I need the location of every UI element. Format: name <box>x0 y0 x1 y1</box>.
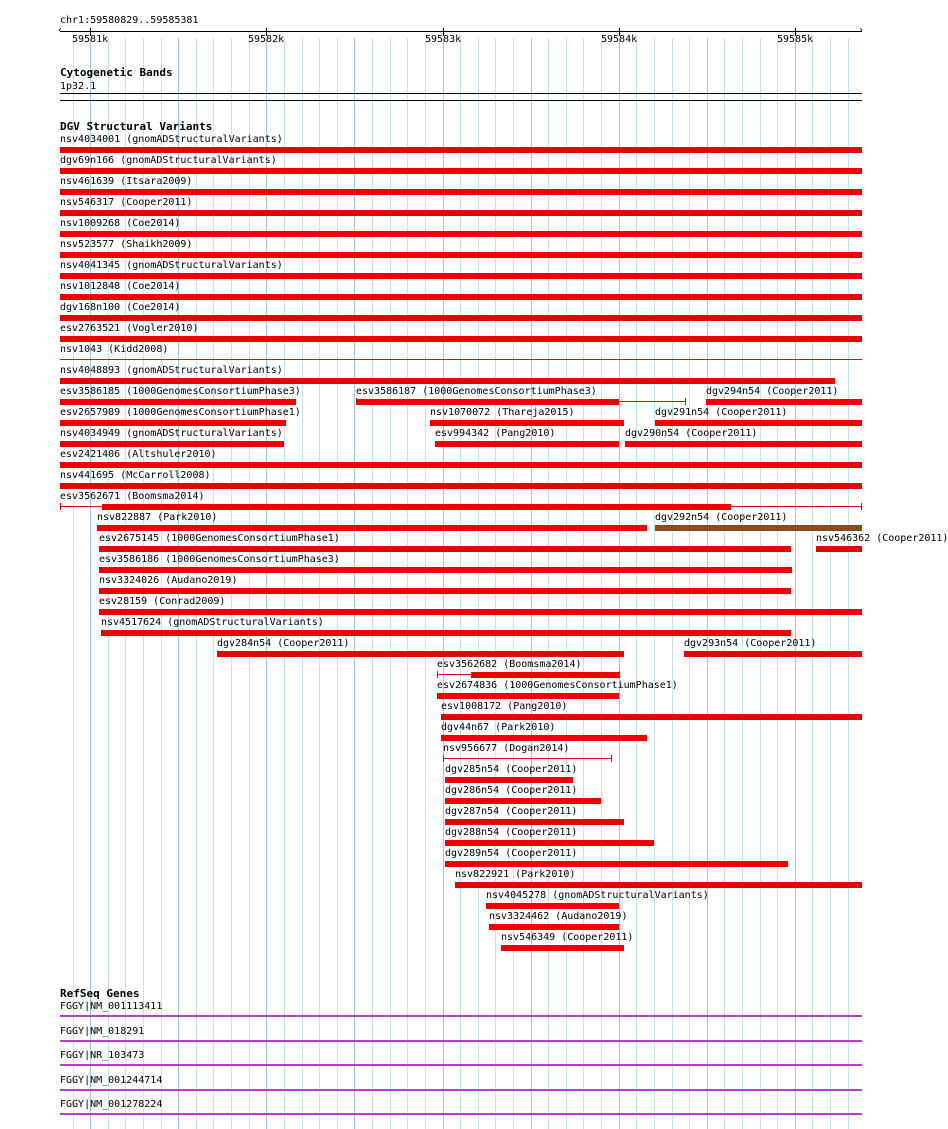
dgv-feature-whisker <box>443 758 612 759</box>
dgv-feature-bar <box>60 231 862 237</box>
locus-label: chr1:59580829..59585381 <box>60 15 199 26</box>
dgv-feature-label: nsv822887 (Park2010) <box>97 512 218 523</box>
dgv-feature-bar <box>625 441 862 447</box>
dgv-feature-label: nsv546349 (Cooper2011) <box>501 932 634 943</box>
dgv-feature-label: nsv4034949 (gnomADStructuralVariants) <box>60 428 283 439</box>
dgv-feature-label: nsv441695 (McCarroll2008) <box>60 470 211 481</box>
cytoband-line <box>60 93 862 94</box>
dgv-feature-label: nsv4048893 (gnomADStructuralVariants) <box>60 365 283 376</box>
refseq-gene-label: FGGY|NM_018291 <box>60 1026 145 1037</box>
dgv-feature-label: esv2674836 (1000GenomesConsortiumPhase1) <box>437 680 678 691</box>
dgv-feature-bar <box>471 672 619 678</box>
refseq-gene-label: FGGY|NM_001113411 <box>60 1001 163 1012</box>
dgv-feature-whisker-cap <box>437 671 438 678</box>
dgv-feature-bar <box>655 420 862 426</box>
dgv-feature-bar <box>60 462 862 468</box>
dgv-feature-label: dgv69n166 (gnomADStructuralVariants) <box>60 155 277 166</box>
cytoband-track-title: Cytogenetic Bands <box>60 66 173 79</box>
dgv-feature-whisker-cap <box>685 398 686 405</box>
dgv-feature-label: nsv3324026 (Audano2019) <box>99 575 238 586</box>
dgv-feature-label: dgv285n54 (Cooper2011) <box>445 764 578 775</box>
dgv-feature-bar <box>455 882 862 888</box>
dgv-feature-label: nsv461639 (Itsara2009) <box>60 176 193 187</box>
refseq-gene-label: FGGY|NM_001244714 <box>60 1075 163 1086</box>
dgv-feature-bar <box>60 378 835 384</box>
dgv-feature-label: dgv292n54 (Cooper2011) <box>655 512 788 523</box>
dgv-feature-bar <box>102 504 731 510</box>
dgv-feature-whisker-cap <box>619 671 620 678</box>
dgv-feature-bar <box>684 651 862 657</box>
dgv-feature-whisker-cap <box>60 503 61 510</box>
dgv-feature-whisker-cap <box>611 755 612 762</box>
dgv-feature-label: dgv287n54 (Cooper2011) <box>445 806 578 817</box>
dgv-feature-bar <box>60 483 862 489</box>
dgv-feature-label: dgv291n54 (Cooper2011) <box>655 407 788 418</box>
dgv-feature-bar <box>99 609 862 615</box>
dgv-feature-bar <box>60 399 296 405</box>
refseq-gene-intron-line <box>60 1064 862 1066</box>
dgv-feature-bar <box>430 420 624 426</box>
dgv-feature-label: dgv168n100 (Coe2014) <box>60 302 181 313</box>
dgv-feature-bar <box>445 819 624 825</box>
dgv-feature-bar <box>489 924 618 930</box>
dgv-feature-label: dgv290n54 (Cooper2011) <box>625 428 758 439</box>
dgv-feature-label: nsv1043 (Kidd2008) <box>60 344 169 355</box>
dgv-feature-label: nsv822921 (Park2010) <box>455 869 576 880</box>
dgv-feature-bar <box>655 525 862 531</box>
dgv-feature-label: esv2675145 (1000GenomesConsortiumPhase1) <box>99 533 340 544</box>
dgv-feature-bar <box>60 147 862 153</box>
ruler-tick-label: 59582k <box>248 34 285 45</box>
dgv-feature-bar <box>99 567 792 573</box>
dgv-feature-label: dgv44n67 (Park2010) <box>441 722 556 733</box>
dgv-feature-whisker-cap <box>861 503 862 510</box>
dgv-feature-label: nsv3324462 (Audano2019) <box>489 911 628 922</box>
dgv-feature-label: esv3586185 (1000GenomesConsortiumPhase3) <box>60 386 301 397</box>
dgv-feature-bar <box>60 189 862 195</box>
dgv-feature-label: esv28159 (Conrad2009) <box>99 596 226 607</box>
dgv-feature-label: dgv286n54 (Cooper2011) <box>445 785 578 796</box>
dgv-feature-label: esv3586186 (1000GenomesConsortiumPhase3) <box>99 554 340 565</box>
dgv-feature-bar <box>60 294 862 300</box>
dgv-feature-bar <box>60 252 862 258</box>
ruler-tick-label: 59584k <box>601 34 638 45</box>
dgv-feature-whisker-cap <box>443 755 444 762</box>
dgv-feature-label: esv2657989 (1000GenomesConsortiumPhase1) <box>60 407 301 418</box>
dgv-feature-label: nsv1070072 (Thareja2015) <box>430 407 575 418</box>
refseq-gene-label: FGGY|NM_001278224 <box>60 1099 163 1110</box>
dgv-feature-bar <box>60 273 862 279</box>
dgv-feature-bar <box>437 693 618 699</box>
dgv-feature-label: esv994342 (Pang2010) <box>435 428 556 439</box>
dgv-feature-bar <box>60 359 862 360</box>
dgv-feature-bar <box>445 840 654 846</box>
dgv-feature-label: nsv546362 (Cooper2011) <box>816 533 948 544</box>
dgv-feature-bar <box>60 336 862 342</box>
dgv-feature-label: esv3562682 (Boomsma2014) <box>437 659 582 670</box>
refseq-gene-intron-line <box>60 1113 862 1115</box>
dgv-feature-label: nsv1012848 (Coe2014) <box>60 281 181 292</box>
dgv-feature-label: nsv4045278 (gnomADStructuralVariants) <box>486 890 709 901</box>
ruler-tick-label: 59581k <box>72 34 109 45</box>
cytoband-label: 1p32.1 <box>60 81 97 92</box>
ruler-axis <box>60 31 862 32</box>
ruler-tick-label: 59585k <box>777 34 814 45</box>
dgv-feature-label: nsv523577 (Shaikh2009) <box>60 239 193 250</box>
dgv-feature-label: dgv288n54 (Cooper2011) <box>445 827 578 838</box>
dgv-feature-bar <box>60 168 862 174</box>
dgv-feature-bar <box>706 399 862 405</box>
dgv-feature-label: dgv289n54 (Cooper2011) <box>445 848 578 859</box>
dgv-feature-bar <box>60 420 286 426</box>
dgv-feature-label: esv3562671 (Boomsma2014) <box>60 491 205 502</box>
dgv-feature-label: dgv284n54 (Cooper2011) <box>217 638 350 649</box>
dgv-feature-label: nsv4041345 (gnomADStructuralVariants) <box>60 260 283 271</box>
dgv-feature-label: esv1008172 (Pang2010) <box>441 701 568 712</box>
dgv-feature-bar <box>97 525 647 531</box>
dgv-feature-bar <box>60 441 284 447</box>
dgv-feature-bar <box>217 651 624 657</box>
ruler-tick-label: 59583k <box>425 34 462 45</box>
dgv-feature-bar <box>60 315 862 321</box>
dgv-feature-bar <box>486 903 619 909</box>
dgv-feature-bar <box>60 210 862 216</box>
dgv-feature-label: esv2421406 (Altshuler2010) <box>60 449 217 460</box>
dgv-track-title: DGV Structural Variants <box>60 120 213 133</box>
dgv-feature-bar <box>435 441 619 447</box>
dgv-feature-bar <box>441 714 862 720</box>
dgv-feature-bar <box>445 798 601 804</box>
dgv-feature-bar <box>356 399 619 405</box>
refseq-track-title: RefSeq Genes <box>60 987 140 1000</box>
scroll-right-icon[interactable]: › <box>858 25 865 36</box>
dgv-feature-bar <box>101 630 792 636</box>
dgv-feature-label: nsv546317 (Cooper2011) <box>60 197 193 208</box>
dgv-feature-label: esv2763521 (Vogler2010) <box>60 323 199 334</box>
dgv-feature-bar <box>501 945 624 951</box>
dgv-feature-label: nsv4517624 (gnomADStructuralVariants) <box>101 617 324 628</box>
refseq-gene-intron-line <box>60 1089 862 1091</box>
dgv-feature-bar <box>445 861 788 867</box>
dgv-feature-label: dgv293n54 (Cooper2011) <box>684 638 817 649</box>
dgv-feature-label: nsv4034001 (gnomADStructuralVariants) <box>60 134 283 145</box>
dgv-feature-label: nsv1009268 (Coe2014) <box>60 218 181 229</box>
track-separator <box>60 100 862 101</box>
dgv-feature-label: nsv956677 (Dogan2014) <box>443 743 570 754</box>
refseq-gene-intron-line <box>60 1015 862 1017</box>
refseq-gene-label: FGGY|NR_103473 <box>60 1050 145 1061</box>
dgv-feature-label: esv3586187 (1000GenomesConsortiumPhase3) <box>356 386 597 397</box>
dgv-feature-bar <box>99 546 791 552</box>
dgv-feature-bar <box>816 546 862 552</box>
dgv-feature-label: dgv294n54 (Cooper2011) <box>706 386 839 397</box>
dgv-feature-bar <box>445 777 573 783</box>
scroll-left-icon[interactable]: ‹ <box>57 25 64 36</box>
dgv-feature-bar <box>99 588 791 594</box>
refseq-gene-intron-line <box>60 1040 862 1042</box>
dgv-feature-bar <box>441 735 647 741</box>
